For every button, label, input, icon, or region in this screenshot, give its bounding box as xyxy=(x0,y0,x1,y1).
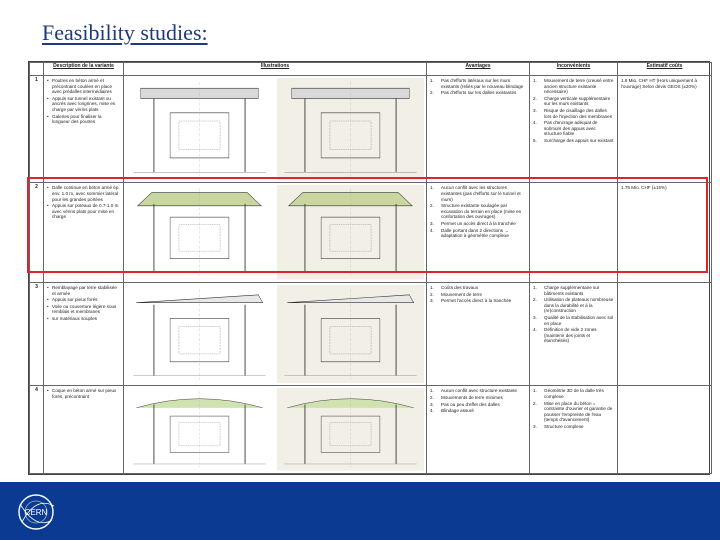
disadvantages-cell xyxy=(530,183,618,283)
cost-cell xyxy=(618,386,712,474)
advantages-item xyxy=(430,292,526,298)
description-cell xyxy=(44,76,124,183)
item-number: 1. xyxy=(430,388,434,394)
feasibility-table xyxy=(28,61,710,475)
illustrations-cell xyxy=(124,282,427,385)
disadvantages-cell xyxy=(530,76,618,183)
disadvantages-item xyxy=(533,297,614,314)
advantages-cell xyxy=(427,183,530,283)
item-number: 3. xyxy=(430,401,434,407)
advantages-cell xyxy=(427,282,530,385)
item-number: 2. xyxy=(533,400,537,406)
item-text: Risque de cisaillage des dalles lors de l'injection des membranes xyxy=(544,107,613,119)
structure-drawing-icon xyxy=(277,185,424,280)
item-text: Charge verticale supplémentaire sur les murs existants xyxy=(544,95,611,107)
item-number: 2. xyxy=(430,291,434,297)
description-item: • Appuis sur poteaux de 0.7-1.0 m avec vérins plats pour mise en charge xyxy=(47,203,120,220)
svg-text:CERN: CERN xyxy=(24,508,48,517)
table-row xyxy=(30,282,712,385)
item-text: Aucun conflit avec les structures existantes (pas d'efforts sur le tunnel et murs) xyxy=(441,185,521,202)
advantages-cell xyxy=(427,76,530,183)
item-number: 3. xyxy=(533,107,537,113)
disadvantages-item xyxy=(533,108,614,119)
description-cell xyxy=(44,282,124,385)
disadvantages-item xyxy=(533,78,614,95)
item-text: Définition de vide 2 zones (maintenir des joints et étanchéités) xyxy=(544,327,597,344)
item-number: 2. xyxy=(430,90,434,96)
table-row xyxy=(30,76,712,183)
item-number: 3. xyxy=(533,423,537,429)
item-text: Pas d'efforts latéraux sur les murs existants (reliés par le nouveau blindage xyxy=(441,78,524,89)
item-text: Pas d'efforts sur les dalles existantes xyxy=(441,90,517,96)
structure-drawing-icon xyxy=(277,285,424,383)
description-cell xyxy=(44,183,124,283)
item-text: Mise en place du béton = contrainte d'ouvrier et garantie de pousser l'empreinte de l'eau (temps d'avancement) xyxy=(544,400,613,423)
disadvantages-item xyxy=(533,327,614,344)
item-text: Structure existante soulagée par excavation du terrain en place (mise en confortation des ouvrages) xyxy=(441,203,522,220)
disadvantages-item xyxy=(533,315,614,326)
advantages-item xyxy=(430,408,526,414)
item-text: Permet un accès direct à la tranchée xyxy=(441,221,516,227)
item-text: Mouvement de terre xyxy=(441,291,483,297)
structure-drawing-icon xyxy=(126,388,273,471)
item-text: Géométrie 3D de la dalle très complexe xyxy=(544,388,604,400)
disadvantages-cell xyxy=(530,282,618,385)
advantages-item xyxy=(430,78,526,89)
structure-drawing-icon xyxy=(277,388,424,471)
advantages-item xyxy=(430,388,526,394)
advantages-item xyxy=(430,228,526,239)
item-text: Surcharge des appuis sur existant xyxy=(544,137,614,143)
structure-drawing-icon xyxy=(126,185,273,280)
header-num xyxy=(30,63,44,76)
structure-drawing-icon xyxy=(277,78,424,180)
item-number: 4. xyxy=(533,120,537,126)
item-number: 2. xyxy=(430,395,434,401)
item-text: Aucun conflit avec structure existante xyxy=(441,388,518,394)
item-number: 3. xyxy=(533,314,537,320)
item-number: 1. xyxy=(430,78,434,83)
item-text: Qualité de la stabilisation avec sol en place xyxy=(544,314,614,326)
disadvantages-item xyxy=(533,138,614,144)
advantages-item xyxy=(430,185,526,202)
advantages-item xyxy=(430,402,526,408)
item-number: 4. xyxy=(430,227,434,233)
disadvantages-item xyxy=(533,388,614,399)
item-number: 2. xyxy=(430,203,434,209)
disadvantages-item xyxy=(533,96,614,107)
description-item: • Voile ou couverture légère sous remblais et membranes xyxy=(47,304,120,315)
description-item: • sur matériaux souples xyxy=(47,316,120,322)
illustrations-cell xyxy=(124,386,427,474)
header-advantages: Avantages xyxy=(427,63,530,76)
advantages-cell xyxy=(427,386,530,474)
table-header-row xyxy=(30,63,712,76)
disadvantages-item xyxy=(533,120,614,137)
description-cell xyxy=(44,386,124,474)
advantages-item xyxy=(430,90,526,96)
item-number: 1. xyxy=(430,185,434,191)
item-text: Mouvement de terre (creusé entre ancien structure existante nécessaire) xyxy=(544,78,614,95)
advantages-item xyxy=(430,395,526,401)
item-number: 4. xyxy=(430,408,434,414)
row-number: 2 xyxy=(30,183,44,283)
header-illustrations: Illustrations xyxy=(124,63,427,76)
item-text: Permet l'accès direct à la tranchée xyxy=(441,298,512,304)
slide-title: Feasibility studies: xyxy=(42,20,208,45)
description-item: • Galeries pour finaliser la longueur des poutres xyxy=(47,114,120,125)
cost-cell xyxy=(618,282,712,385)
illustrations-cell xyxy=(124,183,427,283)
item-text: Pas ou peu d'effet des dalles xyxy=(441,401,500,407)
description-item: • Appuis sur tunnel existant ou ancrés avec longrines, mise en charge par vérins plats xyxy=(47,96,120,113)
footer-bar xyxy=(0,482,720,540)
item-number: 1. xyxy=(533,78,537,83)
item-text: Structure complexe xyxy=(544,423,584,429)
description-item: • Coque en béton armé sur pieux forés, précontraint xyxy=(47,388,120,399)
item-text: Blindage assuré xyxy=(441,408,474,414)
description-item: • Dalle continue en béton armé ép. env. 1.0 m, avec sommier latéral pour les grandes portées xyxy=(47,185,120,202)
header-description: Description de la variante xyxy=(44,63,124,76)
description-item: • Remblayage par terre stabilisée et armée xyxy=(47,285,120,296)
table-row xyxy=(30,183,712,283)
item-number: 1. xyxy=(533,284,537,290)
structure-drawing-icon xyxy=(126,78,273,180)
advantages-item xyxy=(430,203,526,220)
item-number: 5. xyxy=(533,137,537,143)
table-row xyxy=(30,386,712,474)
item-text: Utilisation de plateaux nombreuse dans la durabilité et à la (re)construction xyxy=(544,297,614,314)
item-number: 1. xyxy=(430,284,434,290)
item-number: 1. xyxy=(533,388,537,394)
item-number: 2. xyxy=(533,297,537,303)
disadvantages-item xyxy=(533,401,614,423)
item-number: 4. xyxy=(533,327,537,333)
item-text: Coûts des travaux xyxy=(441,284,479,290)
item-text: Pas d'ancrage adéquat de sol/murs des appuis avec structure fiable xyxy=(544,120,598,137)
illustrations-cell xyxy=(124,76,427,183)
description-item: • Appuis sur pieux forés xyxy=(47,297,120,303)
structure-drawing-icon xyxy=(126,285,273,383)
cern-logo-icon xyxy=(12,490,60,534)
row-number: 3 xyxy=(30,282,44,385)
item-text: Mouvements de terre minimes xyxy=(441,395,503,401)
header-disadvantages: Inconvénients xyxy=(530,63,618,76)
disadvantages-item xyxy=(533,285,614,296)
item-number: 3. xyxy=(430,221,434,227)
disadvantages-cell xyxy=(530,386,618,474)
cost-cell: 1.75 Mio. CHF (±15%) xyxy=(618,183,712,283)
header-cost: Estimatif coûts xyxy=(618,63,712,76)
advantages-item xyxy=(430,221,526,227)
item-text: Charge supplémentaire sur bâtiments existants xyxy=(544,284,600,296)
advantages-item xyxy=(430,285,526,291)
item-number: 3. xyxy=(430,298,434,304)
description-item: • Poutres en béton armé et précontraint coulées en place avec prédalles intermédiaires xyxy=(47,78,120,95)
row-number: 4 xyxy=(30,386,44,474)
cost-cell: 1.6 Mio. CHF HT (Hors uniquement à l'ouvrage) Selon devis GEOS (±20%) xyxy=(618,76,712,183)
advantages-item xyxy=(430,298,526,304)
disadvantages-item xyxy=(533,424,614,430)
row-number: 1 xyxy=(30,76,44,183)
item-number: 2. xyxy=(533,95,537,101)
item-text: Dalle portant dans 2 directions → adaptation à géométrie complexe xyxy=(441,227,509,239)
